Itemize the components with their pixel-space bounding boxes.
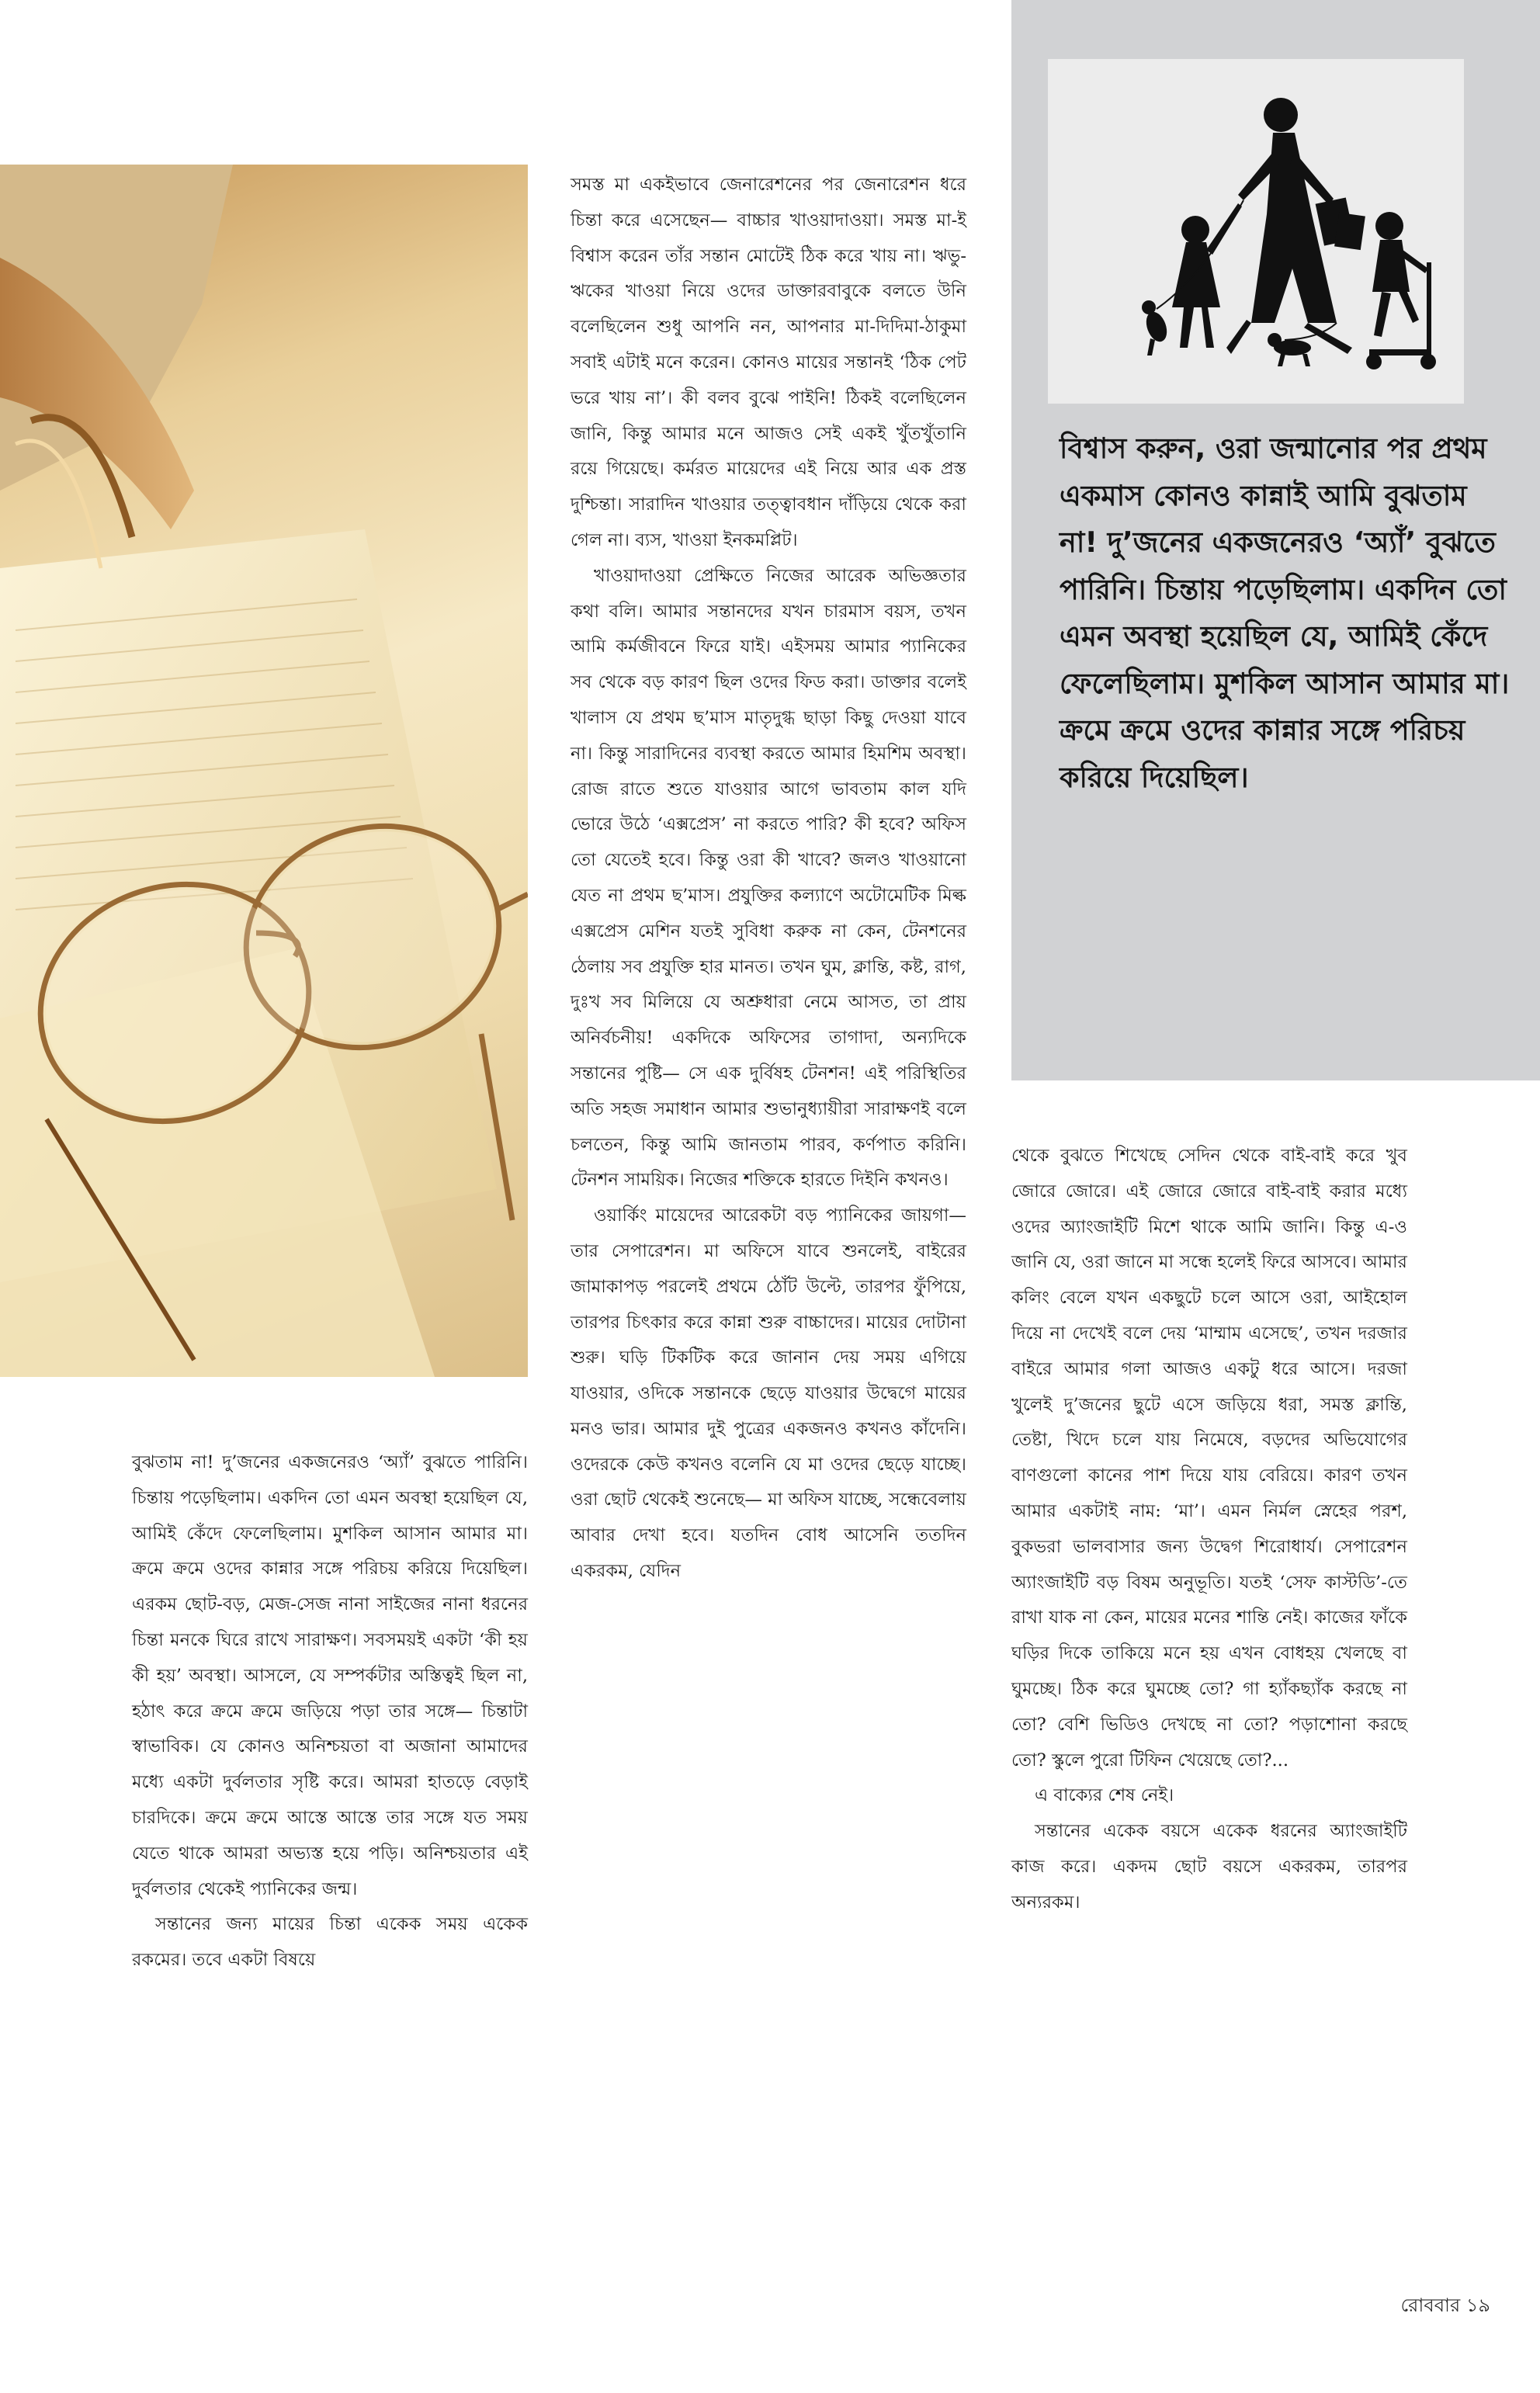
pull-quote-sidebar bbox=[1011, 0, 1540, 1080]
book-glasses-photo bbox=[0, 165, 528, 1377]
mother-children-silhouette-icon bbox=[1048, 59, 1464, 404]
paragraph: খাওয়াদাওয়া প্রেক্ষিতে নিজের আরেক অভিজ্ঞতার কথা বলি। আমার সন্তানদের যখন চারমাস বয়স, তখন আমি কর্মজীবনে ফিরে যাই। এইসময় আমার প্যানিকের সব থেকে বড় কারণ ছিল ওদের ফিড করা। ডাক্তার বলেই খালাস যে প্রথম ছ’মাস মাতৃদুগ্ধ ছাড়া কিছু দেওয়া যাবে না। কিন্তু সারাদিনের ব্যবস্থা করতে আমার হিমশিম অবস্থা। রোজ রাতে শুতে যাওয়ার আগে ভাবতাম কাল যদি ভোরে উঠে ‘এক্সপ্রেস’ না করতে পারি? কী হবে? অফিস তো যেতেই হবে। কিন্তু ওরা কী খাবে? জলও খাওয়ানো যেত না প্রথম ছ’মাস। প্রযুক্তির কল্যাণে অটোমেটিক মিল্ক এক্সপ্রেস মেশিন যতই সুবিধা করুক না কেন, টেনশনের ঠেলায় সব প্রযুক্তি হার মানত। তখন ঘুম, ক্লান্তি, কষ্ট, রাগ, দুঃখ সব মিলিয়ে যে অশ্রুধারা নেমে আসত, তা প্রায় অনির্বচনীয়! একদিকে অফিসের তাগাদা, অন্যদিকে সন্তানের পুষ্টি— সে এক দুর্বিষহ টেনশন! এই পরিস্থিতির অতি সহজ সমাধান আমার শুভানুধ্যায়ীরা সারাক্ষণই বলে চলতেন, কিন্তু আমি জানতাম পারব, কর্ণপাত করিনি। টেনশন সাময়িক। নিজের শক্তিকে হারতে দিইনি কখনও। bbox=[571, 565, 966, 1191]
paragraph: সন্তানের জন্য মায়ের চিন্তা একেক সময় একেক রকমের। তবে একটা বিষয়ে bbox=[132, 1914, 528, 1971]
paragraph: সমস্ত মা একইভাবে জেনারেশনের পর জেনারেশন ধরে চিন্তা করে এসেছেন— বাচ্চার খাওয়াদাওয়া। সমস্ত মা-ই বিশ্বাস করেন তাঁর সন্তান মোটেই ঠিক করে খায় না। ঋভু-ঋকের খাওয়া নিয়ে ওদের ডাক্তারবাবুকে বলতে উনি বলেছিলেন শুধু আপনি নন, আপনার মা-দিদিমা-ঠাকুমা সবাই এটাই মনে করেন। কোনও মায়ের সন্তানই ‘ঠিক পেট ভরে খায় না’। কী বলব বুঝে পাইনি! ঠিকই বলেছিলেন জানি, কিন্তু আমার মনে আজও সেই একই খুঁতখুঁতানি রয়ে গিয়েছে। কর্মরত মায়েদের এই নিয়ে আর এক প্রস্ত দুশ্চিন্তা। সারাদিন খাওয়ার তত্ত্বাবধান দাঁড়িয়ে থেকে করা গেল না। ব্যস, খাওয়া ইনকমপ্লিট। bbox=[571, 175, 966, 550]
paragraph: থেকে বুঝতে শিখেছে সেদিন থেকে বাই-বাই করে খুব জোরে জোরে। এই জোরে জোরে বাই-বাই করার মধ্যে ওদের অ্যাংজাইটি মিশে থাকে আমি জানি। কিন্তু এ-ও জানি যে, ওরা জানে মা সন্ধে হলেই ফিরে আসবে। আমার কলিং বেলে যখন একছুটে চলে আসে ওরা, আইহোল দিয়ে না দেখেই বলে দেয় ‘মাম্মাম এসেছে’, তখন দরজার বাইরে আমার গলা আজও একটু ধরে আসে। দরজা খুলেই দু’জনের ছুটে এসে জড়িয়ে ধরা, সমস্ত ক্লান্তি, তেষ্টা, খিদে চলে যায় নিমেষে, বড়দের অভিযোগের বাণগুলো কানের পাশ দিয়ে যায় বেরিয়ে। কারণ তখন আমার একটাই নাম: ‘মা’। এমন নির্মল স্নেহের পরশ, বুকভরা ভালবাসার জন্য উদ্বেগ শিরোধার্য। সেপারেশন অ্যাংজাইটি বড় বিষম অনুভূতি। যতই ‘সেফ কাস্টডি’-তে রাখা যাক না কেন, মায়ের মনের শান্তি নেই। কাজের ফাঁকে ঘড়ির দিকে তাকিয়ে মনে হয় এখন বোধহয় খেলছে বা ঘুমচ্ছে। ঠিক করে ঘুমচ্ছে তো? গা হ্যাঁকছ্যাঁক করছে না তো? বেশি ভিডিও দেখছে না তো? পড়াশোনা করছে তো? স্কুলে পুরো টিফিন খেয়েছে তো?... bbox=[1011, 1146, 1407, 1770]
body-column-left bbox=[132, 1445, 528, 1979]
illustration-panel bbox=[1048, 59, 1464, 404]
paragraph: বুঝতাম না! দু’জনের একজনেরও ‘অ্যাঁ’ বুঝতে পারিনি। চিন্তায় পড়েছিলাম। একদিন তো এমন অবস্থা হয়েছিল যে, আমিই কেঁদে ফেলেছিলাম। মুশকিল আসান আমার মা। ক্রমে ক্রমে ওদের কান্নার সঙ্গে পরিচয় করিয়ে দিয়েছিল। এরকম ছোট-বড়, মেজ-সেজ নানা সাইজের নানা ধরনের চিন্তা মনকে ঘিরে রাখে সারাক্ষণ। সবসময়ই একটা ‘কী হয় কী হয়’ অবস্থা। আসলে, যে সম্পর্কটার অস্তিত্বই ছিল না, হঠাৎ করে ক্রমে ক্রমে জড়িয়ে পড়া তার সঙ্গে— চিন্তাটা স্বাভাবিক। যে কোনও অনিশ্চয়তা বা অজানা আমাদের মধ্যে একটা দুর্বলতার সৃষ্টি করে। আমরা হাতড়ে বেড়াই চারদিকে। ক্রমে ক্রমে আস্তে আস্তে তার সঙ্গে যত সময় যেতে থাকে আমরা অভ্যস্ত হয়ে পড়ি। অনিশ্চয়তার এই দুর্বলতার থেকেই প্যানিকের জন্ম। bbox=[132, 1452, 528, 1899]
body-column-middle bbox=[571, 168, 966, 1590]
page-folio: রোববার ১৯ bbox=[1400, 2294, 1490, 2316]
paragraph: এ বাক্যের শেষ নেই। bbox=[1035, 1785, 1174, 1806]
reading-glasses-photo bbox=[0, 165, 528, 1377]
pull-quote: বিশ্বাস করুন, ওরা জন্মানোর পর প্রথম একমাস কোনও কান্নাই আমি বুঝতাম না! দু’জনের একজনেরও ‘অ্যাঁ’ বুঝতে পারিনি। চিন্তায় পড়েছিলাম। একদিন তো এমন অবস্থা হয়েছিল যে, আমিই কেঁদে ফেলেছিলাম। মুশকিল আসান আমার মা। ক্রমে ক্রমে ওদের কান্নার সঙ্গে পরিচয় করিয়ে দিয়েছিল। bbox=[1060, 432, 1510, 794]
paragraph: সন্তানের একেক বয়সে একেক ধরনের অ্যাংজাইটি কাজ করে। একদম ছোট বয়সে একরকম, তারপর অন্যরকম। bbox=[1011, 1821, 1407, 1913]
body-column-right bbox=[1011, 1139, 1407, 1921]
paragraph: ওয়ার্কিং মায়েদের আরেকটা বড় প্যানিকের জায়গা— তার সেপারেশন। মা অফিসে যাবে শুনলেই, বাইরের জামাকাপড় পরলেই প্রথমে ঠোঁট উল্টে, তারপর ফুঁপিয়ে, তারপর চিৎকার করে কান্না শুরু বাচ্চাদের। মায়ের দোটানা শুরু। ঘড়ি টিকটিক করে জানান দেয় সময় এগিয়ে যাওয়ার, ওদিকে সন্তানকে ছেড়ে যাওয়ার উদ্বেগে মায়ের মনও ভার। আমার দুই পুত্রের একজনও কখনও কাঁদেনি। ওদেরকে কেউ কখনও বলেনি যে মা ওদের ছেড়ে যাচ্ছে। ওরা ছোট থেকেই শুনেছে— মা অফিস যাচ্ছে, সন্ধেবেলায় আবার দেখা হবে। যতদিন বোধ আসেনি ততদিন একরকম, যেদিন bbox=[571, 1205, 966, 1582]
